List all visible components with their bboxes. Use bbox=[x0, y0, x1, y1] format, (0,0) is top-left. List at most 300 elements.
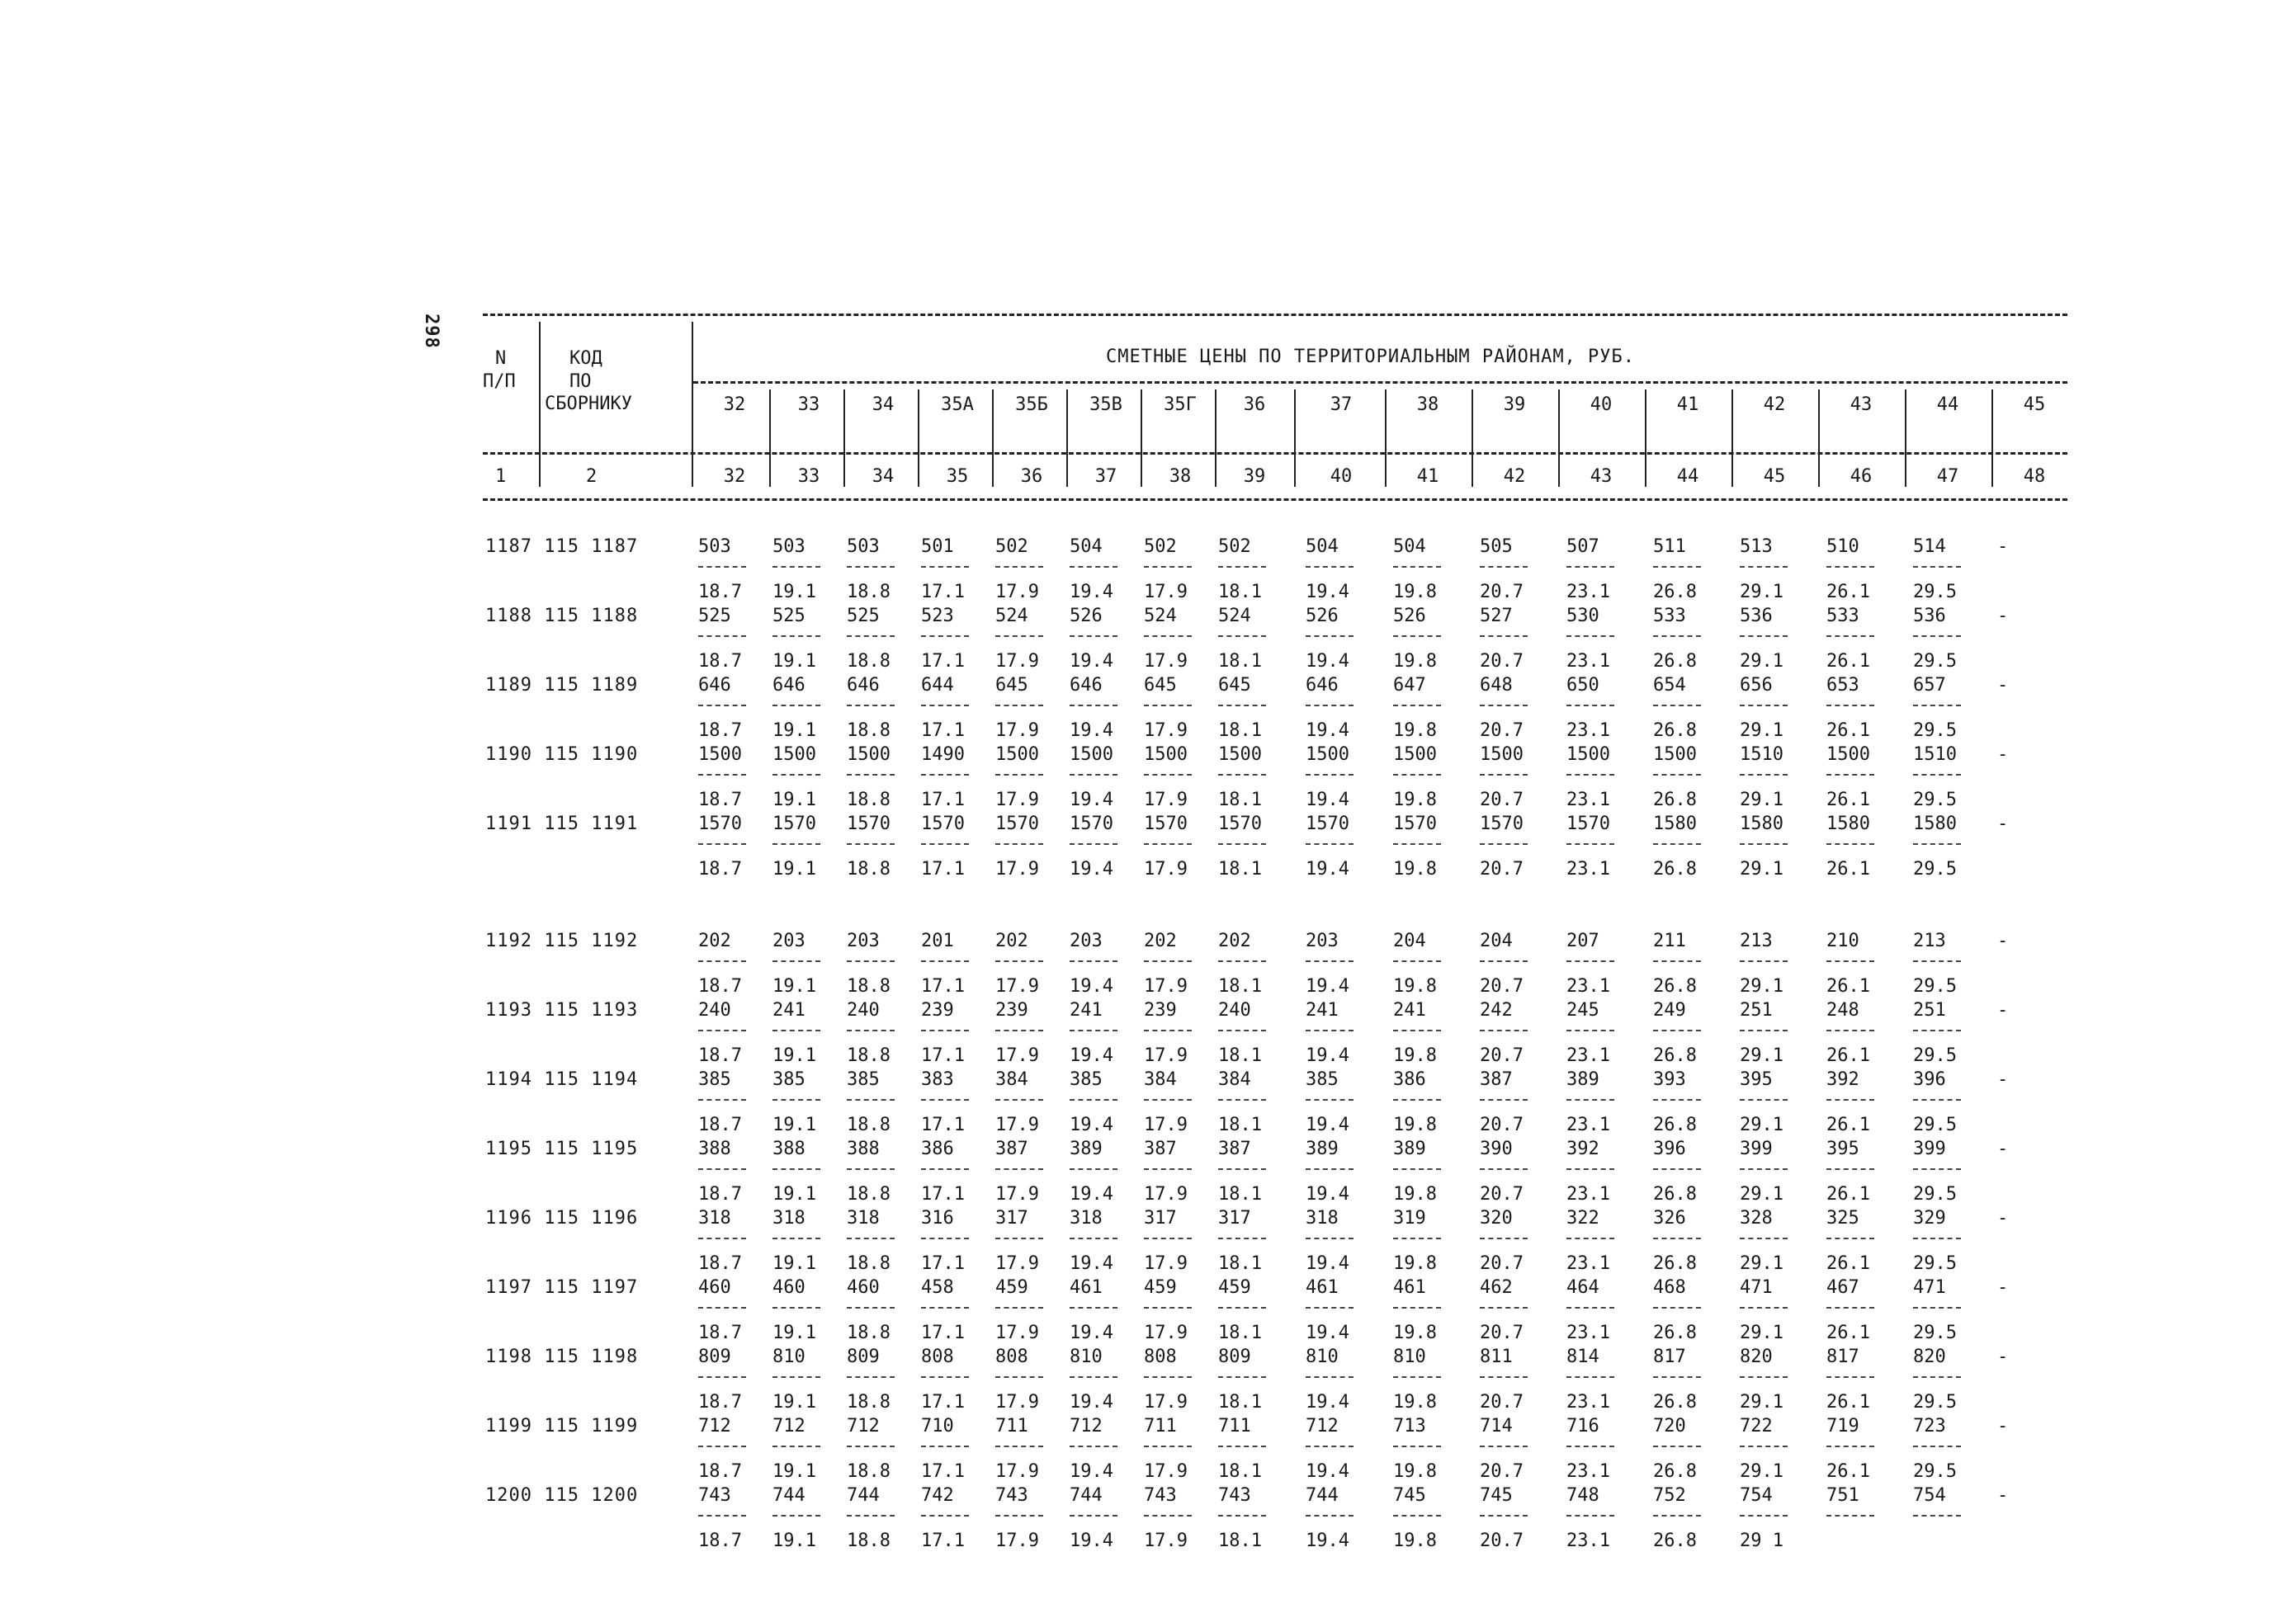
coefficient-cell: 19.4 bbox=[1070, 1323, 1113, 1343]
price-cell: 1580 bbox=[1913, 814, 1957, 834]
column-number: 37 bbox=[1094, 466, 1117, 487]
price-cell: 742 bbox=[921, 1485, 954, 1506]
fraction-line bbox=[847, 843, 895, 845]
price-cell: 817 bbox=[1653, 1347, 1686, 1367]
coefficient-cell: 26.1 bbox=[1826, 1323, 1870, 1343]
price-cell: 239 bbox=[921, 1000, 954, 1021]
coefficient-cell: 18.8 bbox=[847, 651, 891, 672]
price-cell: 526 bbox=[1393, 606, 1426, 626]
fraction-line bbox=[1653, 1446, 1701, 1447]
price-cell: 533 bbox=[1653, 606, 1686, 626]
coefficient-cell: 19.4 bbox=[1070, 1253, 1113, 1274]
price-cell: 467 bbox=[1826, 1277, 1859, 1298]
fraction-line bbox=[1826, 1307, 1874, 1309]
fraction-line bbox=[1913, 635, 1961, 637]
coefficient-cell: 18.1 bbox=[1218, 1392, 1262, 1413]
price-cell: 460 bbox=[847, 1277, 880, 1298]
header-divider bbox=[1066, 389, 1068, 487]
header-divider bbox=[769, 389, 771, 487]
header-divider bbox=[539, 322, 541, 487]
fraction-line bbox=[1218, 1099, 1266, 1101]
price-cell: 1570 bbox=[1393, 814, 1437, 834]
price-cell: 396 bbox=[1653, 1139, 1686, 1159]
coefficient-cell: 17.1 bbox=[921, 790, 965, 810]
district-header: 32 bbox=[723, 394, 746, 415]
column-number: 33 bbox=[797, 466, 820, 487]
header-divider bbox=[1294, 389, 1296, 487]
district-header: 41 bbox=[1676, 394, 1699, 415]
fraction-line bbox=[1740, 1307, 1788, 1309]
coefficient-cell: 18.1 bbox=[1218, 1115, 1262, 1135]
price-cell: 504 bbox=[1306, 536, 1339, 557]
coefficient-cell: 23.1 bbox=[1566, 651, 1610, 672]
column-number: 48 bbox=[2023, 466, 2046, 487]
coefficient-cell: 18.1 bbox=[1218, 651, 1262, 672]
fraction-line bbox=[1740, 960, 1788, 962]
fraction-line bbox=[698, 1515, 746, 1517]
coefficient-cell: 20.7 bbox=[1480, 1184, 1524, 1205]
coefficient-cell: 26.8 bbox=[1653, 1392, 1697, 1413]
price-cell: 318 bbox=[1070, 1208, 1103, 1229]
fraction-line bbox=[1218, 1446, 1266, 1447]
coefficient-cell: 17.9 bbox=[1144, 1045, 1188, 1066]
fraction-line bbox=[995, 1446, 1043, 1447]
price-cell: 503 bbox=[772, 536, 805, 557]
price-cell: 389 bbox=[1566, 1069, 1599, 1090]
fraction-line bbox=[1144, 1515, 1192, 1517]
coefficient-cell: 19.4 bbox=[1306, 859, 1349, 880]
coefficient-cell: 29.5 bbox=[1913, 1184, 1957, 1205]
price-cell: 714 bbox=[1480, 1416, 1513, 1436]
coefficient-cell: 19.4 bbox=[1306, 720, 1349, 741]
coefficient-cell: 26.8 bbox=[1653, 1531, 1697, 1551]
fraction-line bbox=[1913, 1446, 1961, 1447]
fraction-line bbox=[1480, 1238, 1528, 1239]
price-cell: 745 bbox=[1480, 1485, 1513, 1506]
coefficient-cell: 19.1 bbox=[772, 1531, 816, 1551]
price-cell: 1570 bbox=[1566, 814, 1610, 834]
coefficient-cell: 17.9 bbox=[1144, 582, 1188, 602]
coefficient-cell: 19.8 bbox=[1393, 1461, 1437, 1482]
coefficient-cell: 17.9 bbox=[1144, 1531, 1188, 1551]
column-number: 32 bbox=[723, 466, 746, 487]
fraction-line bbox=[1306, 843, 1354, 845]
header-divider bbox=[692, 322, 693, 487]
price-cell: 393 bbox=[1653, 1069, 1686, 1090]
price-cell: 242 bbox=[1480, 1000, 1513, 1021]
dash-mark: - bbox=[1997, 1069, 2009, 1090]
coefficient-cell: 18.7 bbox=[698, 1461, 742, 1482]
coefficient-cell: 23.1 bbox=[1566, 582, 1610, 602]
fraction-line bbox=[1144, 843, 1192, 845]
fraction-line bbox=[1144, 774, 1192, 776]
coefficient-cell: 17.9 bbox=[995, 1531, 1039, 1551]
coefficient-cell: 19.4 bbox=[1070, 1115, 1113, 1135]
price-cell: 712 bbox=[772, 1416, 805, 1436]
coefficient-cell: 26.1 bbox=[1826, 1115, 1870, 1135]
coefficient-cell: 18.8 bbox=[847, 1392, 891, 1413]
coefficient-cell: 23.1 bbox=[1566, 1531, 1610, 1551]
coefficient-cell: 26.8 bbox=[1653, 790, 1697, 810]
fraction-line bbox=[921, 1099, 969, 1101]
coefficient-cell: 17.9 bbox=[1144, 1392, 1188, 1413]
fraction-line bbox=[1144, 566, 1192, 568]
coefficient-cell: 19.8 bbox=[1393, 651, 1437, 672]
price-cell: 527 bbox=[1480, 606, 1513, 626]
price-cell: 536 bbox=[1740, 606, 1773, 626]
price-cell: 814 bbox=[1566, 1347, 1599, 1367]
fraction-line bbox=[847, 960, 895, 962]
price-cell: 650 bbox=[1566, 675, 1599, 696]
dash-mark: - bbox=[1997, 1139, 2009, 1159]
price-cell: 525 bbox=[772, 606, 805, 626]
price-cell: 461 bbox=[1306, 1277, 1339, 1298]
coefficient-cell: 29.5 bbox=[1913, 720, 1957, 741]
price-cell: 524 bbox=[1218, 606, 1251, 626]
fraction-line bbox=[995, 960, 1043, 962]
header-divider bbox=[1991, 389, 1993, 487]
coefficient-cell: 17.9 bbox=[1144, 976, 1188, 997]
fraction-line bbox=[995, 705, 1043, 706]
fraction-line bbox=[1826, 705, 1874, 706]
coefficient-cell: 29.5 bbox=[1913, 790, 1957, 810]
header-top-rule bbox=[483, 314, 2067, 316]
fraction-line bbox=[1566, 635, 1614, 637]
district-header: 35А bbox=[941, 394, 974, 415]
fraction-line bbox=[1566, 1515, 1614, 1517]
fraction-line bbox=[1740, 1099, 1788, 1101]
price-cell: 536 bbox=[1913, 606, 1946, 626]
coefficient-cell: 19.4 bbox=[1306, 651, 1349, 672]
coefficient-cell: 26.1 bbox=[1826, 651, 1870, 672]
dash-mark: - bbox=[1997, 675, 2009, 696]
fraction-line bbox=[921, 1446, 969, 1447]
fraction-line bbox=[772, 1376, 820, 1378]
row-code-label: 1200 115 1200 bbox=[485, 1485, 639, 1506]
price-cell: 385 bbox=[698, 1069, 731, 1090]
column-number: 45 bbox=[1763, 466, 1786, 487]
price-cell: 459 bbox=[995, 1277, 1028, 1298]
coefficient-cell: 26.1 bbox=[1826, 976, 1870, 997]
price-cell: 711 bbox=[995, 1416, 1028, 1436]
coefficient-cell: 18.8 bbox=[847, 1045, 891, 1066]
coefficient-cell: 17.9 bbox=[995, 1461, 1039, 1482]
row-code-label: 1192 115 1192 bbox=[485, 931, 639, 951]
fraction-line bbox=[1218, 635, 1266, 637]
price-cell: 240 bbox=[1218, 1000, 1251, 1021]
fraction-line bbox=[1306, 1446, 1354, 1447]
coefficient-cell: 20.7 bbox=[1480, 651, 1524, 672]
fraction-line bbox=[1826, 1238, 1874, 1239]
price-cell: 319 bbox=[1393, 1208, 1426, 1229]
fraction-line bbox=[1306, 1168, 1354, 1170]
price-cell: 710 bbox=[921, 1416, 954, 1436]
header-bottom-rule bbox=[483, 498, 2067, 501]
coefficient-cell: 17.1 bbox=[921, 859, 965, 880]
fraction-line bbox=[847, 1238, 895, 1239]
price-cell: 647 bbox=[1393, 675, 1426, 696]
fraction-line bbox=[921, 1515, 969, 1517]
price-cell: 743 bbox=[995, 1485, 1028, 1506]
fraction-line bbox=[1070, 635, 1117, 637]
fraction-line bbox=[1826, 566, 1874, 568]
price-cell: 322 bbox=[1566, 1208, 1599, 1229]
fraction-line bbox=[1913, 1099, 1961, 1101]
fraction-line bbox=[772, 1099, 820, 1101]
coefficient-cell: 17.9 bbox=[995, 651, 1039, 672]
coefficient-cell: 18.8 bbox=[847, 1531, 891, 1551]
fraction-line bbox=[1306, 635, 1354, 637]
column-number: 35 bbox=[946, 466, 969, 487]
price-cell: 646 bbox=[1070, 675, 1103, 696]
price-cell: 202 bbox=[1144, 931, 1177, 951]
fraction-line bbox=[1653, 705, 1701, 706]
coefficient-cell: 26.8 bbox=[1653, 1184, 1697, 1205]
price-cell: 656 bbox=[1740, 675, 1773, 696]
fraction-line bbox=[1653, 774, 1701, 776]
fraction-line bbox=[698, 1446, 746, 1447]
fraction-line bbox=[1393, 843, 1441, 845]
price-cell: 648 bbox=[1480, 675, 1513, 696]
coefficient-cell: 18.1 bbox=[1218, 1461, 1262, 1482]
fraction-line bbox=[1740, 1238, 1788, 1239]
coefficient-cell: 29.1 bbox=[1740, 582, 1783, 602]
price-cell: 385 bbox=[772, 1069, 805, 1090]
fraction-line bbox=[1218, 1030, 1266, 1031]
column-number: 40 bbox=[1330, 466, 1353, 487]
price-cell: 808 bbox=[1144, 1347, 1177, 1367]
column-number: 47 bbox=[1936, 466, 1959, 487]
row-code-label: 1193 115 1193 bbox=[485, 1000, 639, 1021]
fraction-line bbox=[698, 566, 746, 568]
price-cell: 201 bbox=[921, 931, 954, 951]
price-cell: 711 bbox=[1218, 1416, 1251, 1436]
header-divider bbox=[1141, 389, 1142, 487]
coefficient-cell: 26.8 bbox=[1653, 1115, 1697, 1135]
price-cell: 203 bbox=[1070, 931, 1103, 951]
coefficient-cell: 17.9 bbox=[995, 1115, 1039, 1135]
dash-mark: - bbox=[1997, 1000, 2009, 1021]
fraction-line bbox=[1306, 1515, 1354, 1517]
fraction-line bbox=[1740, 1030, 1788, 1031]
fraction-line bbox=[921, 960, 969, 962]
coefficient-cell: 18.1 bbox=[1218, 720, 1262, 741]
column-number: 44 bbox=[1676, 466, 1699, 487]
price-cell: 712 bbox=[698, 1416, 731, 1436]
fraction-line bbox=[1144, 1030, 1192, 1031]
price-cell: 719 bbox=[1826, 1416, 1859, 1436]
price-cell: 318 bbox=[847, 1208, 880, 1229]
fraction-line bbox=[921, 1030, 969, 1031]
fraction-line bbox=[1070, 774, 1117, 776]
fraction-line bbox=[1144, 1376, 1192, 1378]
coefficient-cell: 18.8 bbox=[847, 1253, 891, 1274]
price-cell: 460 bbox=[772, 1277, 805, 1298]
coefficient-cell: 18.1 bbox=[1218, 1045, 1262, 1066]
price-cell: 722 bbox=[1740, 1416, 1773, 1436]
coefficient-cell: 29.5 bbox=[1913, 1115, 1957, 1135]
coefficient-cell: 29.1 bbox=[1740, 651, 1783, 672]
fraction-line bbox=[847, 1030, 895, 1031]
fraction-line bbox=[847, 1446, 895, 1447]
fraction-line bbox=[1070, 1238, 1117, 1239]
fraction-line bbox=[921, 705, 969, 706]
dash-mark: - bbox=[1997, 744, 2009, 765]
fraction-line bbox=[772, 960, 820, 962]
coefficient-cell: 23.1 bbox=[1566, 1184, 1610, 1205]
price-cell: 1500 bbox=[772, 744, 816, 765]
fraction-line bbox=[772, 1030, 820, 1031]
price-cell: 204 bbox=[1480, 931, 1513, 951]
coefficient-cell: 26.8 bbox=[1653, 651, 1697, 672]
fraction-line bbox=[921, 843, 969, 845]
fraction-line bbox=[1913, 1238, 1961, 1239]
coefficient-cell: 20.7 bbox=[1480, 582, 1524, 602]
fraction-line bbox=[1306, 1099, 1354, 1101]
coefficient-cell: 18.8 bbox=[847, 1184, 891, 1205]
fraction-line bbox=[1566, 1307, 1614, 1309]
header-divider bbox=[918, 389, 919, 487]
coefficient-cell: 29.5 bbox=[1913, 1461, 1957, 1482]
price-cell: 386 bbox=[1393, 1069, 1426, 1090]
fraction-line bbox=[698, 1376, 746, 1378]
price-cell: 471 bbox=[1913, 1277, 1946, 1298]
fraction-line bbox=[995, 566, 1043, 568]
price-cell: 712 bbox=[847, 1416, 880, 1436]
price-cell: 645 bbox=[995, 675, 1028, 696]
fraction-line bbox=[1393, 774, 1441, 776]
coefficient-cell: 19.4 bbox=[1306, 1045, 1349, 1066]
price-cell: 501 bbox=[921, 536, 954, 557]
district-header: 43 bbox=[1850, 394, 1873, 415]
coefficient-cell: 17.1 bbox=[921, 1184, 965, 1205]
fraction-line bbox=[1740, 705, 1788, 706]
price-cell: 387 bbox=[995, 1139, 1028, 1159]
price-cell: 239 bbox=[995, 1000, 1028, 1021]
coefficient-cell: 26.8 bbox=[1653, 582, 1697, 602]
district-header: 42 bbox=[1763, 394, 1786, 415]
column-number: 41 bbox=[1416, 466, 1439, 487]
price-cell: 646 bbox=[847, 675, 880, 696]
price-cell: 502 bbox=[995, 536, 1028, 557]
fraction-line bbox=[1393, 1376, 1441, 1378]
price-cell: 514 bbox=[1913, 536, 1946, 557]
coefficient-cell: 19.4 bbox=[1070, 1045, 1113, 1066]
price-cell: 1500 bbox=[1306, 744, 1349, 765]
price-cell: 712 bbox=[1306, 1416, 1339, 1436]
fraction-line bbox=[772, 1515, 820, 1517]
price-cell: 645 bbox=[1218, 675, 1251, 696]
coefficient-cell: 17.9 bbox=[1144, 651, 1188, 672]
coefficient-cell: 18.7 bbox=[698, 1253, 742, 1274]
price-cell: 203 bbox=[772, 931, 805, 951]
coefficient-cell: 18.8 bbox=[847, 720, 891, 741]
price-cell: 533 bbox=[1826, 606, 1859, 626]
coefficient-cell: 19.4 bbox=[1306, 582, 1349, 602]
price-cell: 530 bbox=[1566, 606, 1599, 626]
price-cell: 744 bbox=[772, 1485, 805, 1506]
price-cell: 644 bbox=[921, 675, 954, 696]
fraction-line bbox=[847, 1307, 895, 1309]
fraction-line bbox=[1070, 566, 1117, 568]
column-number: 36 bbox=[1020, 466, 1043, 487]
coefficient-cell: 17.9 bbox=[1144, 720, 1188, 741]
coefficient-cell: 19.1 bbox=[772, 1461, 816, 1482]
coefficient-cell: 29 1 bbox=[1740, 1531, 1783, 1551]
price-cell: 504 bbox=[1393, 536, 1426, 557]
fraction-line bbox=[1070, 1307, 1117, 1309]
coefficient-cell: 18.7 bbox=[698, 1531, 742, 1551]
fraction-line bbox=[1144, 1446, 1192, 1447]
coefficient-cell: 23.1 bbox=[1566, 1253, 1610, 1274]
coefficient-cell: 19.8 bbox=[1393, 790, 1437, 810]
price-cell: 809 bbox=[1218, 1347, 1251, 1367]
price-cell: 502 bbox=[1218, 536, 1251, 557]
price-cell: 399 bbox=[1913, 1139, 1946, 1159]
fraction-line bbox=[1393, 1030, 1441, 1031]
price-cell: 385 bbox=[847, 1069, 880, 1090]
price-cell: 203 bbox=[847, 931, 880, 951]
price-cell: 748 bbox=[1566, 1485, 1599, 1506]
fraction-line bbox=[1653, 1168, 1701, 1170]
district-header: 38 bbox=[1416, 394, 1439, 415]
price-cell: 1500 bbox=[1826, 744, 1870, 765]
price-cell: 653 bbox=[1826, 675, 1859, 696]
price-cell: 744 bbox=[847, 1485, 880, 1506]
fraction-line bbox=[698, 774, 746, 776]
coefficient-cell: 19.8 bbox=[1393, 582, 1437, 602]
coefficient-cell: 20.7 bbox=[1480, 1253, 1524, 1274]
price-cell: 387 bbox=[1480, 1069, 1513, 1090]
fraction-line bbox=[1480, 1446, 1528, 1447]
fraction-line bbox=[1306, 960, 1354, 962]
coefficient-cell: 17.1 bbox=[921, 720, 965, 741]
fraction-line bbox=[1144, 705, 1192, 706]
price-cell: 810 bbox=[1393, 1347, 1426, 1367]
coefficient-cell: 19.1 bbox=[772, 1392, 816, 1413]
fraction-line bbox=[1218, 960, 1266, 962]
coefficient-cell: 19.1 bbox=[772, 651, 816, 672]
dash-mark: - bbox=[1997, 931, 2009, 951]
fraction-line bbox=[1070, 1446, 1117, 1447]
header-mid-rule bbox=[693, 381, 2067, 384]
coefficient-cell: 18.7 bbox=[698, 1184, 742, 1205]
price-cell: 654 bbox=[1653, 675, 1686, 696]
fraction-line bbox=[1218, 1168, 1266, 1170]
price-cell: 811 bbox=[1480, 1347, 1513, 1367]
fraction-line bbox=[1653, 843, 1701, 845]
price-cell: 395 bbox=[1826, 1139, 1859, 1159]
coefficient-cell: 23.1 bbox=[1566, 790, 1610, 810]
coefficient-cell: 17.9 bbox=[995, 1045, 1039, 1066]
price-cell: 720 bbox=[1653, 1416, 1686, 1436]
price-cell: 459 bbox=[1218, 1277, 1251, 1298]
fraction-line bbox=[1826, 1515, 1874, 1517]
dash-mark: - bbox=[1997, 606, 2009, 626]
district-header: 44 bbox=[1936, 394, 1959, 415]
fraction-line bbox=[1306, 1376, 1354, 1378]
price-cell: 754 bbox=[1740, 1485, 1773, 1506]
coefficient-cell: 17.9 bbox=[1144, 1323, 1188, 1343]
coefficient-cell: 19.4 bbox=[1070, 1392, 1113, 1413]
fraction-line bbox=[1826, 1030, 1874, 1031]
price-cell: 820 bbox=[1913, 1347, 1946, 1367]
coefficient-cell: 29.1 bbox=[1740, 1253, 1783, 1274]
fraction-line bbox=[921, 566, 969, 568]
header-divider bbox=[1645, 389, 1646, 487]
fraction-line bbox=[1144, 960, 1192, 962]
price-cell: 1500 bbox=[1566, 744, 1610, 765]
